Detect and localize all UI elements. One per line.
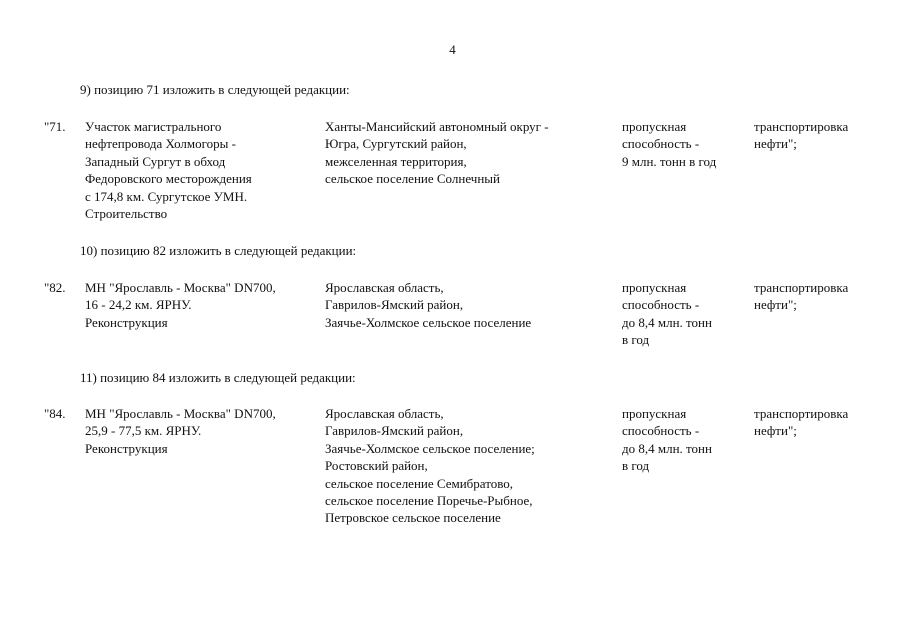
capacity-line: 9 млн. тонн в год bbox=[622, 153, 717, 169]
location-line: Ростовский район, bbox=[325, 458, 428, 474]
location-line: сельское поселение Солнечный bbox=[325, 171, 500, 187]
purpose-cell bbox=[754, 279, 848, 314]
capacity-line: в год bbox=[622, 458, 650, 474]
capacity-line: пропускная bbox=[622, 406, 687, 421]
object-name-cell bbox=[85, 118, 252, 222]
purpose-line: транспортировка bbox=[754, 406, 849, 421]
instruction-71: 9) позицию 71 изложить в следующей редакции: bbox=[80, 82, 350, 97]
object-name-line: Участок магистрального bbox=[85, 119, 222, 134]
object-name-line: 25,9 - 77,5 км. ЯРНУ. bbox=[85, 423, 202, 439]
location-line: сельское поселение Семибратово, bbox=[325, 475, 514, 491]
capacity-line: до 8,4 млн. тонн bbox=[622, 440, 712, 456]
location-line: Петровское сельское поселение bbox=[325, 510, 501, 526]
location-line: межселенная территория, bbox=[325, 153, 467, 169]
location-line: Заячье-Холмское сельское поселение bbox=[325, 314, 532, 330]
location-line: Гаврилов-Ямский район, bbox=[325, 423, 464, 439]
location-cell bbox=[325, 118, 549, 188]
purpose-cell bbox=[754, 405, 848, 440]
entry-number-text: "71. bbox=[44, 119, 66, 134]
location-cell bbox=[325, 279, 531, 331]
location-cell bbox=[325, 405, 535, 527]
purpose-cell bbox=[754, 118, 848, 153]
location-line: Заячье-Холмское сельское поселение; bbox=[325, 440, 535, 456]
location-line: Ярославская область, bbox=[325, 280, 444, 295]
location-line: Гаврилов-Ямский район, bbox=[325, 297, 464, 313]
purpose-line: транспортировка bbox=[754, 119, 849, 134]
object-name-cell bbox=[85, 405, 276, 457]
entry-number-text: "84. bbox=[44, 406, 66, 421]
purpose-line: нефти"; bbox=[754, 297, 797, 313]
capacity-line: способность - bbox=[622, 297, 700, 313]
location-line: сельское поселение Поречье-Рыбное, bbox=[325, 493, 533, 509]
object-name-line: 16 - 24,2 км. ЯРНУ. bbox=[85, 297, 192, 313]
object-name-line: МН "Ярославль - Москва" DN700, bbox=[85, 280, 276, 295]
object-name-line: с 174,8 км. Сургутское УМН. bbox=[85, 188, 248, 204]
object-name-cell bbox=[85, 279, 276, 331]
location-line: Ханты-Мансийский автономный округ - bbox=[325, 119, 549, 134]
object-name-line: Федоровского месторождения bbox=[85, 171, 252, 187]
entry-number bbox=[44, 279, 66, 296]
instruction-82: 10) позицию 82 изложить в следующей редакции: bbox=[80, 243, 357, 258]
entry-number-text: "82. bbox=[44, 280, 66, 295]
capacity-line: до 8,4 млн. тонн bbox=[622, 314, 712, 330]
object-name-line: Реконструкция bbox=[85, 440, 168, 456]
location-line: Ярославская область, bbox=[325, 406, 444, 421]
capacity-line: в год bbox=[622, 332, 650, 348]
object-name-line: Западный Сургут в обход bbox=[85, 153, 226, 169]
entry-number bbox=[44, 118, 66, 135]
capacity-line: способность - bbox=[622, 136, 700, 152]
capacity-cell bbox=[622, 118, 716, 170]
purpose-line: нефти"; bbox=[754, 136, 797, 152]
capacity-line: пропускная bbox=[622, 119, 687, 134]
capacity-cell bbox=[622, 279, 712, 349]
location-line: Югра, Сургутский район, bbox=[325, 136, 467, 152]
object-name-line: Реконструкция bbox=[85, 314, 168, 330]
object-name-line: МН "Ярославль - Москва" DN700, bbox=[85, 406, 276, 421]
capacity-line: пропускная bbox=[622, 280, 687, 295]
object-name-line: нефтепровода Холмогоры - bbox=[85, 136, 236, 152]
instruction-84: 11) позицию 84 изложить в следующей редакции: bbox=[80, 370, 356, 385]
object-name-line: Строительство bbox=[85, 206, 168, 222]
page-number: 4 bbox=[449, 42, 456, 57]
purpose-line: нефти"; bbox=[754, 423, 797, 439]
capacity-cell bbox=[622, 405, 712, 475]
purpose-line: транспортировка bbox=[754, 280, 849, 295]
capacity-line: способность - bbox=[622, 423, 700, 439]
entry-number bbox=[44, 405, 66, 422]
